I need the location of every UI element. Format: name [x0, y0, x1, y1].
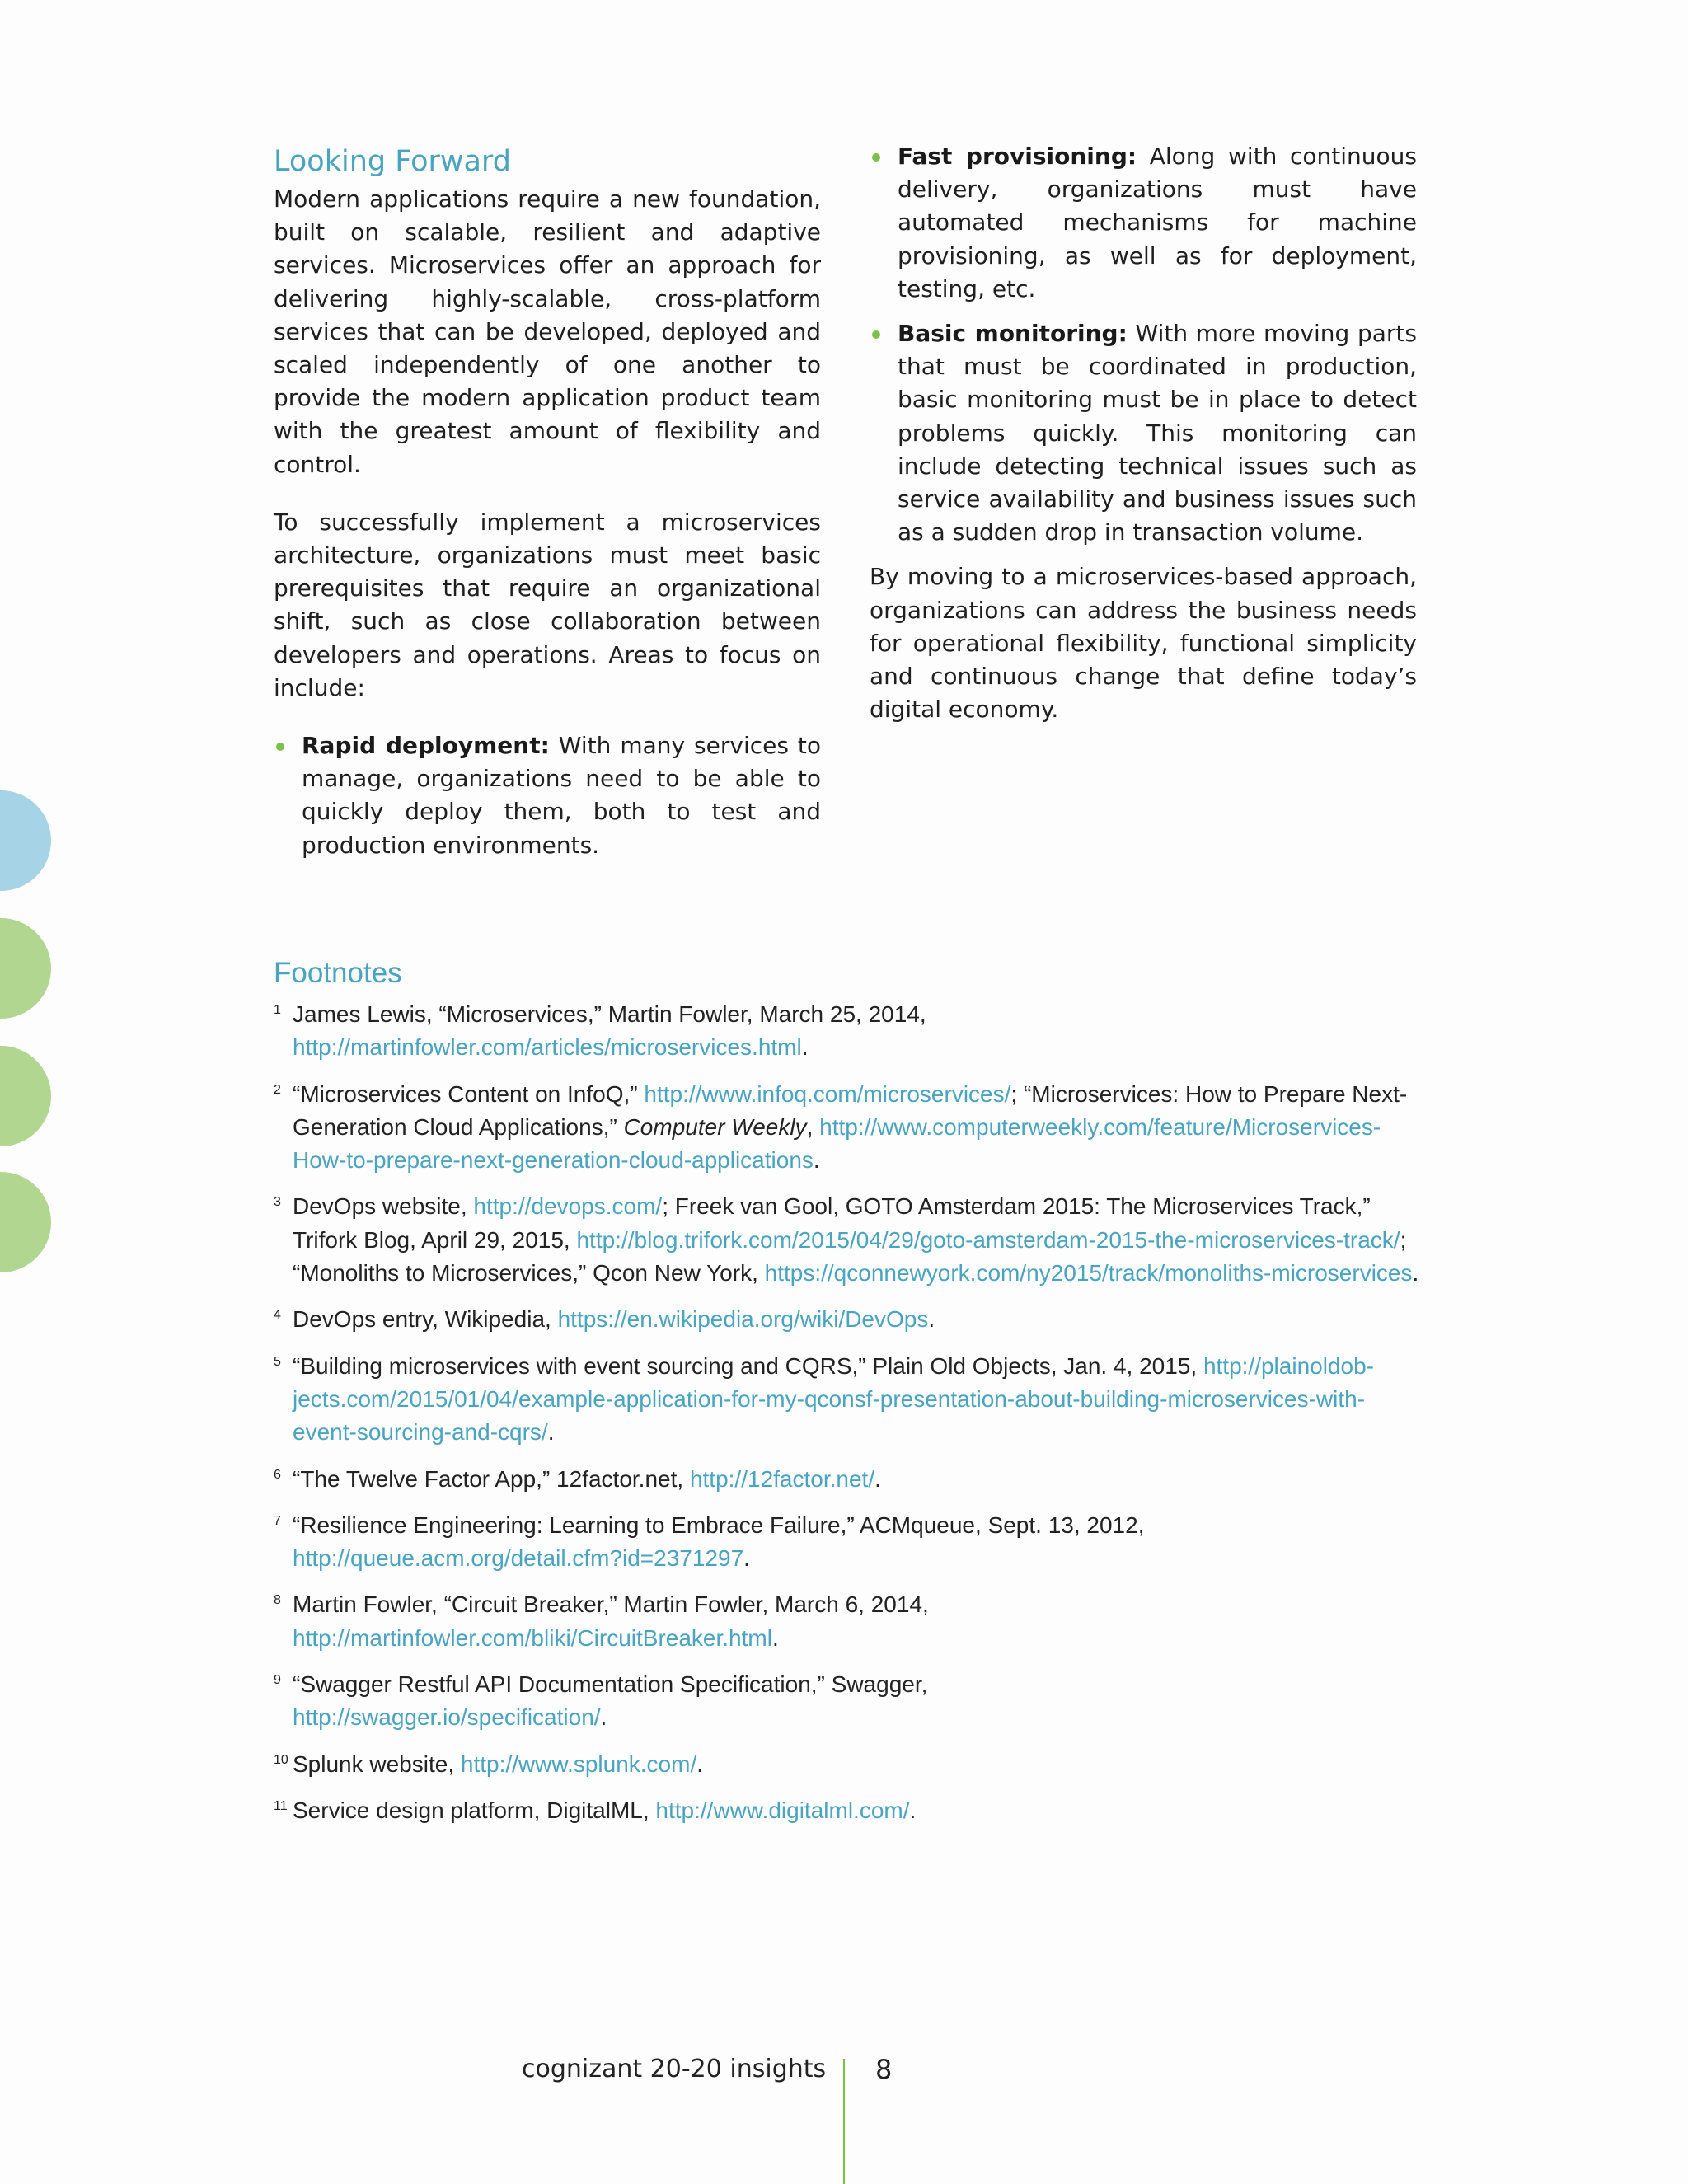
bullet-dot-icon: [276, 743, 284, 751]
decorative-circle-blue: [0, 790, 51, 891]
body-paragraph: To successfully implement a microservices architecture, organizations must meet basic prerequisites that require an organizational shift, such as close collaboration between developers and operations. Areas to focus on include:: [274, 508, 821, 701]
decorative-circle-green: [0, 918, 51, 1019]
footnote-number: 4: [274, 1308, 281, 1323]
footnote-text: .: [813, 1147, 820, 1174]
page-number: 8: [875, 2054, 893, 2085]
footnote: [274, 1463, 1419, 1496]
footnote-link[interactable]: http://martinfowler.com/bliki/CircuitBreaker.html: [293, 1624, 772, 1651]
footnote-link[interactable]: https://en.wikipedia.org/wiki/DevOps: [557, 1306, 929, 1333]
footnote-number: 6: [274, 1467, 281, 1482]
footnotes-section: [274, 952, 1419, 1840]
footnote-number: 2: [274, 1082, 281, 1097]
bullet-text: With more moving parts that must be coordinated in production, basic monitoring must be in place to detect problems quickly. This monitoring can include detecting technical issues such as service availability and business issues such as a sudden drop in transaction volume.: [898, 320, 1417, 546]
footnote-text: “The Twelve Factor App,” 12factor.net,: [293, 1465, 690, 1492]
footnotes-heading: Footnotes: [274, 957, 402, 989]
footnote-link[interactable]: http://plainoldobjects.com/2015/01/04/example-application-for-my-qconsf-presentation-about-building-microservices-with-event-sourcing-and-cqrs/: [293, 1352, 1374, 1446]
bullet-title: Rapid deployment:: [302, 732, 550, 760]
footnote-text: .: [696, 1750, 704, 1777]
section-heading: Looking Forward: [274, 145, 511, 178]
footnote-text: .: [909, 1797, 917, 1823]
footnote-text: .: [547, 1419, 555, 1446]
footnote-text: ; “Microservices: How to Prepare Next-Generation Cloud Applications,”: [293, 1080, 1408, 1140]
footnote-text: Splunk website,: [293, 1750, 461, 1777]
bullet-item: [870, 140, 1417, 306]
bullet-title: Fast provisioning:: [898, 143, 1137, 170]
footnote: [274, 1350, 1419, 1450]
bullet-text: Along with continuous delivery, organizations must have automated mechanisms for machine provisioning, as well as for deployment, testing, etc.: [898, 143, 1417, 302]
footnote: [274, 1668, 1419, 1735]
footnote: [274, 1190, 1419, 1290]
body-paragraph: By moving to a microservices-based approach, organizations can address the business needs for operational flexibility, functional simplicity and continuous change that define today’s digital economy.: [870, 563, 1417, 724]
footnote-text: Service design platform, DigitalML,: [293, 1797, 656, 1823]
footnote-link[interactable]: http://www.computerweekly.com/feature/Microservices-How-to-prepare-next-generation-cloud-applications: [293, 1113, 1381, 1174]
footnote-number: 8: [274, 1593, 281, 1608]
footnote-link[interactable]: http://martinfowler.com/articles/microservices.html: [293, 1034, 802, 1061]
footnote-link[interactable]: http://www.splunk.com/: [460, 1750, 697, 1777]
bullet-list: [274, 729, 821, 862]
footnote-text: .: [801, 1034, 809, 1061]
bullet-dot-icon: [872, 153, 880, 162]
footnote-number: 7: [274, 1513, 281, 1528]
footnote: [274, 1588, 1419, 1655]
footnote-text: ; “Monoliths to Microservices,” Qcon New York,: [293, 1226, 1407, 1286]
bullet-list: [870, 140, 1417, 549]
footnote-text: ,: [806, 1113, 820, 1140]
right-column: [870, 140, 1417, 726]
footnote: [274, 998, 1419, 1065]
decorative-circle-green: [0, 1172, 51, 1272]
footnote-number: 3: [274, 1195, 281, 1210]
footnote-text: James Lewis, “Microservices,” Martin Fowler, March 25, 2014,: [293, 1001, 926, 1027]
footnote-number: 11: [274, 1798, 288, 1813]
bullet-item: [870, 317, 1417, 549]
footnote-text: Martin Fowler, “Circuit Breaker,” Martin Fowler, March 6, 2014,: [293, 1591, 929, 1618]
footer-brand: cognizant 20-20 insights: [522, 2055, 827, 2083]
footnote-link[interactable]: https://qconnewyork.com/ny2015/track/monoliths-microservices: [764, 1260, 1413, 1286]
footnote-link[interactable]: http://12factor.net/: [689, 1465, 875, 1492]
footnote: [274, 1303, 1419, 1336]
footnote-text: .: [771, 1624, 779, 1651]
footnote-text: “Swagger Restful API Documentation Specification,” Swagger,: [293, 1671, 928, 1698]
left-column: [274, 140, 821, 874]
footnote-text: .: [874, 1465, 881, 1492]
footnote: [274, 1078, 1419, 1178]
footnote-italic-title: Computer Weekly: [623, 1113, 807, 1140]
footnote-link[interactable]: http://www.infoq.com/microservices/: [644, 1080, 1011, 1107]
footnote-link[interactable]: http://www.digitalml.com/: [655, 1797, 910, 1823]
bullet-item: [274, 729, 821, 862]
body-paragraph: Modern applications require a new foundation, built on scalable, resilient and adaptive services. Microservices offer an approach for delivering highly-scalable, cross-platform services that can be developed, deployed and scaled independently of one another to provide the modern application product team with the greatest amount of flexibility and control.: [274, 185, 821, 478]
footnote-text: DevOps website,: [293, 1193, 474, 1220]
footnote-text: .: [600, 1704, 607, 1731]
footnote-link[interactable]: http://swagger.io/specification/: [293, 1704, 601, 1731]
footer-divider: [843, 2059, 845, 2184]
footnote-link[interactable]: http://blog.trifork.com/2015/04/29/goto-amsterdam-2015-the-microservices-track/: [576, 1226, 1400, 1253]
footnote-text: “Microservices Content on InfoQ,”: [293, 1080, 645, 1107]
footnote: [274, 1794, 1419, 1827]
bullet-dot-icon: [872, 330, 880, 339]
footnote: [274, 1748, 1419, 1781]
footnote-text: DevOps entry, Wikipedia,: [293, 1306, 558, 1333]
bullet-title: Basic monitoring:: [898, 320, 1128, 348]
footnote: [274, 1509, 1419, 1576]
footnote-text: “Building microservices with event sourcing and CQRS,” Plain Old Objects, Jan. 4, 2015,: [293, 1352, 1203, 1379]
footnote-number: 1: [274, 1003, 281, 1017]
footnote-link[interactable]: http://devops.com/: [473, 1193, 663, 1220]
footnote-text: “Resilience Engineering: Learning to Embrace Failure,” ACMqueue, Sept. 13, 2012,: [293, 1511, 1145, 1538]
footnote-number: 10: [274, 1752, 288, 1767]
footnote-text: ; Freek van Gool, GOTO Amsterdam 2015: The Microservices Track,” Trifork Blog, April 29, 2015,: [293, 1193, 1371, 1253]
footnote-number: 5: [274, 1354, 281, 1369]
footnote-link[interactable]: http://queue.acm.org/detail.cfm?id=2371297: [293, 1545, 744, 1572]
footnote-text: .: [928, 1306, 935, 1333]
footnote-text: .: [1412, 1260, 1419, 1286]
footnote-text: .: [743, 1545, 750, 1572]
decorative-circle-green: [0, 1046, 51, 1146]
footnote-number: 9: [274, 1673, 281, 1688]
bullet-text: With many services to manage, organizations need to be able to quickly deploy them, both to test and production environments.: [302, 732, 822, 859]
